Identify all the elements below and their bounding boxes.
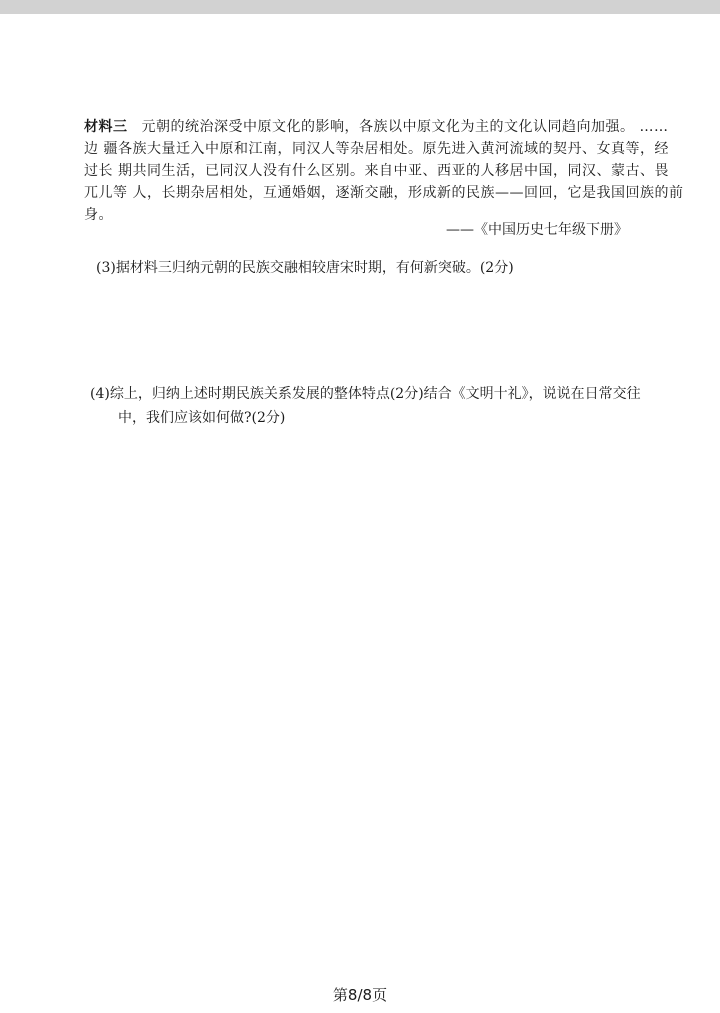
question-4-line-1: (4)综上，归纳上述时期民族关系发展的整体特点(2分)结合《文明十礼》，说说在日常交往 bbox=[90, 386, 641, 402]
material-three-block bbox=[84, 116, 684, 226]
material-text: 边 疆各族大量迁入中原和江南，同汉人等杂居相处。原先进入黄河流域的契丹、女真等，经 bbox=[84, 141, 669, 157]
material-source: ——《中国历史七年级下册》 bbox=[446, 222, 628, 238]
top-edge-bar bbox=[0, 0, 720, 14]
question-4-line-2: 中，我们应该如何做?(2分) bbox=[118, 410, 286, 426]
material-text: 身。 bbox=[84, 207, 113, 223]
material-text: 兀儿等 人，长期杂居相处，互通婚姻，逐渐交融，形成新的民族——回回，它是我国回族的前 bbox=[84, 185, 684, 201]
question-4 bbox=[90, 382, 680, 430]
material-line-1 bbox=[84, 116, 674, 138]
page-number: 第8/8页 bbox=[332, 986, 388, 1004]
material-text: 元朝的统治深受中原文化的影响，各族以中原文化为主的文化认同趋向加强。 …… bbox=[141, 119, 669, 135]
material-label: 材料三 bbox=[84, 119, 128, 135]
material-text: 过长 期共同生活，已同汉人没有什么区别。来自中亚、西亚的人移居中国，同汉、蒙古、畏 bbox=[84, 163, 669, 179]
question-3: (3)据材料三归纳元朝的民族交融相较唐宋时期，有何新突破。(2分) bbox=[96, 260, 514, 276]
